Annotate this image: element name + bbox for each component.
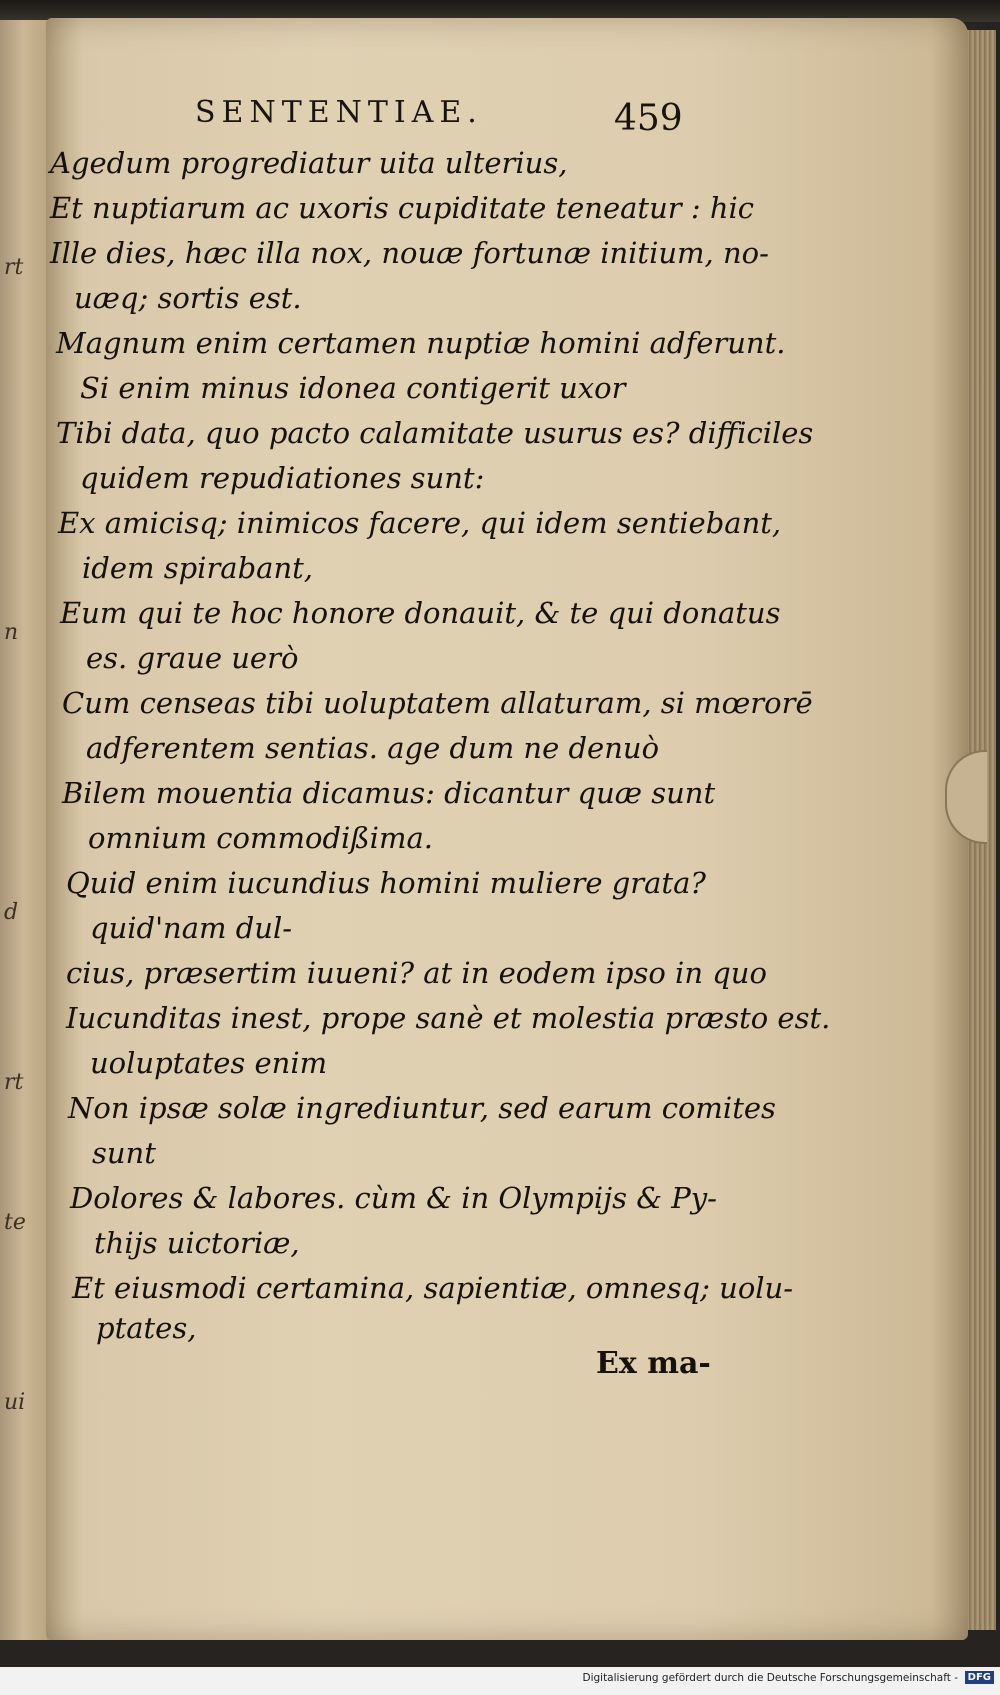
text-line: quid'nam dul- — [90, 911, 293, 945]
left-page-fragment: te — [4, 1210, 26, 1235]
text-line: es. graue uerò — [86, 641, 299, 675]
dfg-logo: DFG — [965, 1671, 994, 1684]
text-line: thijs uictoriæ, — [94, 1226, 300, 1260]
text-line: Cum censeas tibi uoluptatem allaturam, si mœrorē — [62, 686, 813, 720]
left-page-fragment: rt — [4, 255, 24, 280]
text-line: idem spirabant, — [82, 551, 313, 585]
footer-credit: Digitalisierung gefördert durch die Deutsche Forschungsgemeinschaft - — [582, 1672, 958, 1684]
text-line: Tibi data, quo pacto calamitate usurus es? difficiles — [56, 416, 814, 450]
text-line: quidem repudiationes sunt: — [80, 461, 485, 495]
text-line: Et nuptiarum ac uxoris cupiditate teneatur : hic — [50, 191, 755, 225]
running-header: SENTENTIAE. — [195, 95, 483, 130]
text-line: Agedum progrediatur uita ulterius, — [50, 146, 568, 180]
text-line: sunt — [92, 1136, 156, 1170]
left-page-fragment: d — [4, 900, 19, 925]
text-line: uæq; sortis est. — [74, 281, 302, 315]
text-line: Bilem mouentia dicamus: dicantur quæ sunt — [62, 776, 716, 810]
text-line: adferentem sentias. age dum ne denuò — [86, 731, 660, 765]
catchword: Ex ma- — [596, 1346, 711, 1381]
text-line: ptates, — [96, 1311, 197, 1345]
text-line: Ex amicisq; inimicos facere, qui idem sentiebant, — [58, 506, 782, 540]
text-line: Non ipsæ solæ ingrediuntur, sed earum comites — [68, 1091, 776, 1125]
text-line: uoluptates enim — [90, 1046, 328, 1080]
text-line: Iucunditas inest, prope sanè et molestia præsto est. — [66, 1001, 831, 1035]
left-page-fragment: rt — [4, 1070, 24, 1095]
text-line: Quid enim iucundius homini muliere grata? — [66, 866, 706, 900]
left-page-fragment: n — [4, 620, 19, 645]
text-line: Ille dies, hæc illa nox, nouæ fortunæ initium, no- — [50, 236, 769, 270]
page-number: 459 — [614, 98, 683, 139]
text-line: Eum qui te hoc honore donauit, & te qui donatus — [60, 596, 781, 630]
text-line: Magnum enim certamen nuptiæ homini adferunt. — [56, 326, 786, 360]
text-line: omnium commodißima. — [88, 821, 433, 855]
text-line: Si enim minus idonea contigerit uxor — [80, 371, 626, 405]
text-line: cius, præsertim iuueni? at in eodem ipso in quo — [66, 956, 767, 990]
text-line: Dolores & labores. cùm & in Olympijs & Py- — [70, 1181, 717, 1215]
text-line: Et eiusmodi certamina, sapientiæ, omnesq; uolu- — [72, 1271, 794, 1305]
left-page-fragment: ui — [4, 1390, 26, 1415]
